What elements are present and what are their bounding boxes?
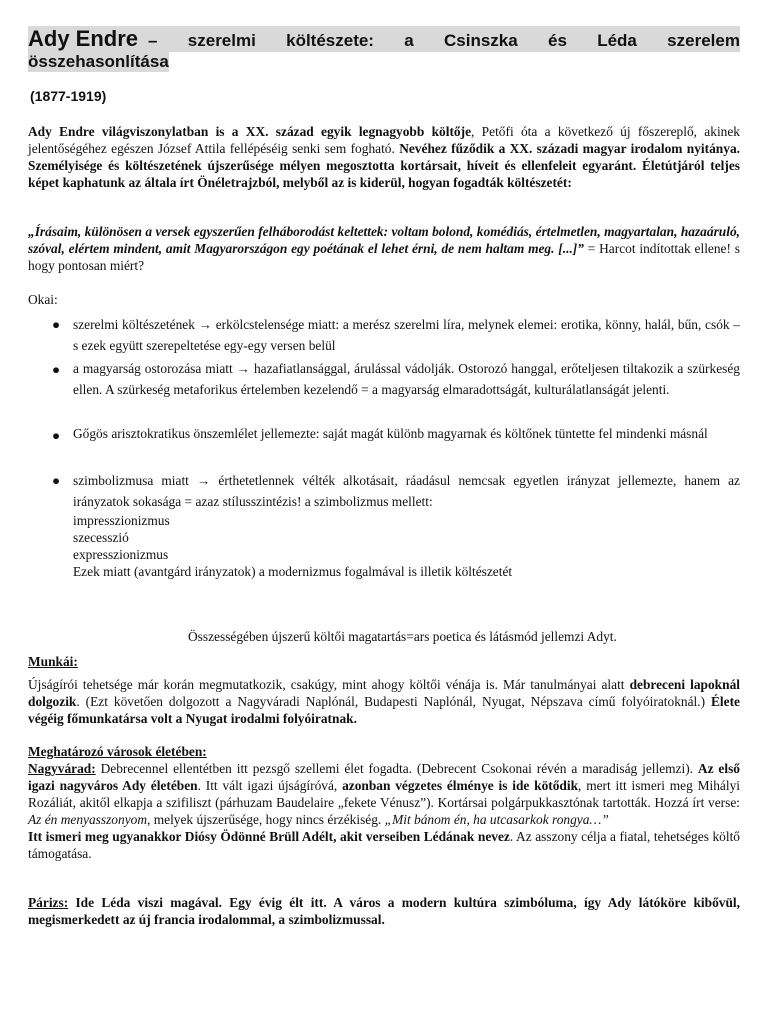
title-word: Léda xyxy=(597,31,637,50)
sub-item: Ezek miatt (avantgárd irányzatok) a modernizmus fogalmával is illetik költészetét xyxy=(73,564,513,579)
paris-paragraph: Párizs: Ide Léda viszi magával. Egy évig élt itt. A város a modern kultúra szimbóluma, így Ady látóköre kibővül, megismerkedett az új francia irodalommal, a szimbolizmussal. xyxy=(28,895,740,927)
okai-label: Okai: xyxy=(28,292,58,307)
nagyvarad-paragraph: Nagyvárad: Debrecennel ellentétben itt pezsgő szellemi élet fogadta. (Debrecent Csokonai révén a maradiság jellemzi). Az első igazi nagyváros Ady életében. Itt vált igazi újságíróvá, azonban végzetes élménye is ide kötődik, mert itt ismeri meg Mihályi Rozáliát, akitől elkapja a szifiliszt (párhuzam Baudelaire „fekete Vénusz”). Kortársai polgárpukkasztónak tartották. Hozzá írt verse: Az én menyasszonyom, melyek újszerűsége, hogy nincs érzékiség. „Mit bánom én, ha utcasarkok rongya…” Itt ismeri meg ugyanakkor Diósy Ödönné Brüll Adélt, akit verseiben Lédának nevez. Az asszony célja a fiatal, tehetséges költő támogatása. xyxy=(28,761,740,861)
bullet-icon: ● xyxy=(52,362,61,377)
title-line-2: összehasonlítása xyxy=(28,52,169,71)
sub-item: impresszionizmus xyxy=(73,513,170,528)
title-line-1 xyxy=(28,26,740,52)
title-word: szerelem xyxy=(667,31,740,50)
sub-item: expresszionizmus xyxy=(73,547,169,562)
bullet-icon: ● xyxy=(52,473,61,488)
sub-item: szecesszió xyxy=(73,530,129,545)
title-rest xyxy=(138,31,740,51)
title-word: és xyxy=(548,31,567,50)
bullet-icon: ● xyxy=(52,317,61,332)
munkai-paragraph: Újságírói tehetsége már korán megmutatkozik, csakúgy, mint ahogy költői vénája is. Már tanulmányai alatt debreceni lapoknál dolgozik. (Ezt követően dolgozott a Nagyváradi Naplónál, Budapesti Naplónál, Nyugat, Népszava című folyóiratoknál.) Élete végéig főmunkatársa volt a Nyugat irodalmi folyóiratnak. xyxy=(28,677,740,726)
quote-paragraph: „Írásaim, különösen a versek egyszerűen felháborodást keltettek: voltam bolond, komédiás, értelmetlen, magyartalan, hazaáruló, szóval, elértem mindent, amit Magyarországon egy poétának el lehet érni, de nem haltam meg. [...]” = Harcot indítottak ellene! s hogy pontosan miért? xyxy=(28,224,740,273)
title-author: Ady Endre xyxy=(28,26,139,51)
list-item: Gőgös arisztokratikus önszemlélet jellemezte: saját magát különb magyarnak és költőnek tüntette fel mindenki másnál xyxy=(73,426,708,441)
title-word: szerelmi xyxy=(187,31,256,50)
bullet-icon: ● xyxy=(52,428,61,443)
title-word: költészete: xyxy=(286,31,374,50)
title-word: Csinszka xyxy=(444,31,518,50)
varosok-heading: Meghatározó városok életében: xyxy=(28,744,207,759)
list-item: a magyarság ostorozása miatt → hazafiatlansággal, árulással vádolják. Ostorozó hanggal, erőteljesen tiltakozik a szürkeség ellen. A szürkeség metaforikus értelemben kezelendő = a magyarság elmaradottságát, kulturálatlanságát jelenti. xyxy=(73,361,740,397)
title-word: a xyxy=(404,31,414,50)
summary-line: Összességében újszerű költői magatartás=ars poetica és látásmód jellemzi Adyt. xyxy=(188,629,617,644)
intro-paragraph: Ady Endre világviszonylatban is a XX. század egyik legnagyobb költője, Petőfi óta a következő új főszereplő, akinek jelentőségéhez egészen József Attila fellépéséig senki sem fogható. Nevéhez fűződik a XX. századi magyar irodalom nyitánya. Személyisége és költészetének újszerűsége mélyen megosztotta kortársait, híveit és ellenfeleit egyaránt. Életútjáról teljes képet kaphatunk az általa írt Önéletrajzból, melyből az is kiderül, hogyan fogadták költészetét: xyxy=(28,124,741,190)
list-item: szimbolizmusa miatt → érthetetlennek vélték alkotásait, ráadásul nemcsak egyetlen irányzat jellemezte, hanem az irányzatok sokasága = azaz stílusszintézis! a szimbolizmus mellett: impresszionizmus szecesszió expresszionizmus Ezek miatt (avantgárd irányzatok) a modernizmus fogalmával is illetik költészetét xyxy=(73,473,740,579)
title-word: – xyxy=(148,31,158,50)
munkai-heading: Munkái: xyxy=(28,654,78,669)
life-years: (1877-1919) xyxy=(30,88,107,104)
document-title xyxy=(28,26,740,72)
list-item: szerelmi költészetének → erkölcstelensége miatt: a merész szerelmi líra, melynek elemei: erotika, könny, halál, bűn, csók – s ezek együtt szerepeltetése egy-egy versen belül xyxy=(73,317,740,353)
